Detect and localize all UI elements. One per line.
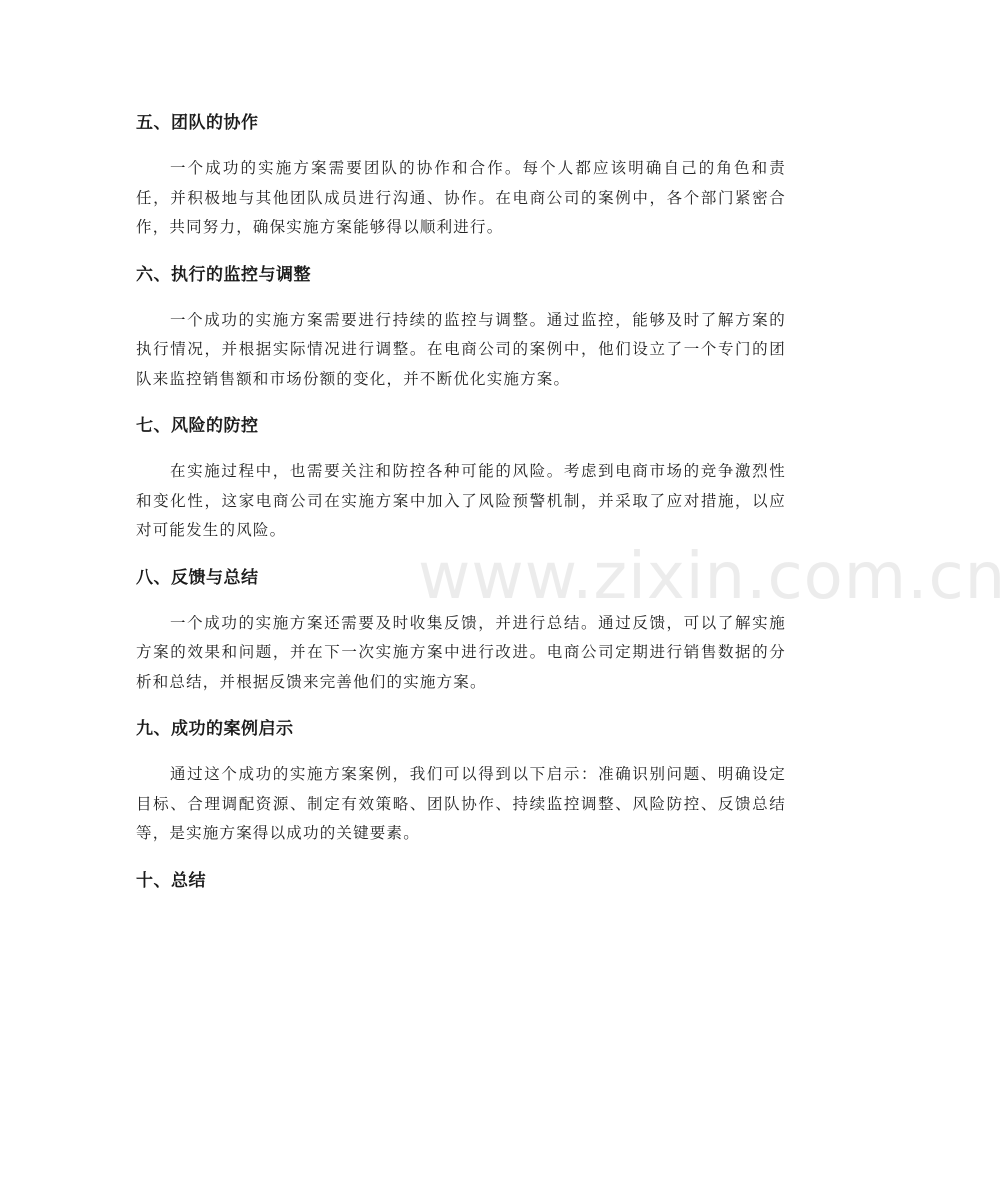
section-paragraph: 在实施过程中，也需要关注和防控各种可能的风险。考虑到电商市场的竞争激烈性和变化性，这家电商公司在实施方案中加入了风险预警机制，并采取了应对措施，以应对可能发生的风险。 <box>136 462 786 539</box>
section-paragraph: 一个成功的实施方案需要团队的协作和合作。每个人都应该明确自己的角色和责任，并积极地与其他团队成员进行沟通、协作。在电商公司的案例中，各个部门紧密合作，共同努力，确保实施方案能够得以顺利进行。 <box>136 159 786 236</box>
section-heading: 六、执行的监控与调整 <box>136 264 311 285</box>
section-heading: 八、反馈与总结 <box>136 567 259 588</box>
section-paragraph: 一个成功的实施方案还需要及时收集反馈，并进行总结。通过反馈，可以了解实施方案的效果和问题，并在下一次实施方案中进行改进。电商公司定期进行销售数据的分析和总结，并根据反馈来完善他们的实施方案。 <box>136 613 786 691</box>
section-lessons <box>136 712 786 849</box>
watermark: www.zixin.com.cn <box>418 540 1006 614</box>
section-heading: 十、总结 <box>136 870 206 891</box>
section-heading: 五、团队的协作 <box>136 113 259 133</box>
section-paragraph: 一个成功的实施方案需要进行持续的监控与调整。通过监控，能够及时了解方案的执行情况，并根据实际情况进行调整。在电商公司的案例中，他们设立了一个专门的团队来监控销售额和市场份额的变化，并不断优化实施方案。 <box>136 310 786 388</box>
section-heading: 七、风险的防控 <box>136 416 259 436</box>
section-feedback <box>136 561 786 698</box>
section-heading: 九、成功的案例启示 <box>136 719 294 739</box>
section-summary <box>136 864 786 898</box>
section-teamwork <box>136 106 786 243</box>
section-paragraph: 通过这个成功的实施方案案例，我们可以得到以下启示：准确识别问题、明确设定目标、合理调配资源、制定有效策略、团队协作、持续监控调整、风险防控、反馈总结等，是实施方案得以成功的关键要素。 <box>136 765 786 842</box>
document-body <box>136 106 786 912</box>
section-risk <box>136 409 786 546</box>
section-monitoring <box>136 258 786 395</box>
